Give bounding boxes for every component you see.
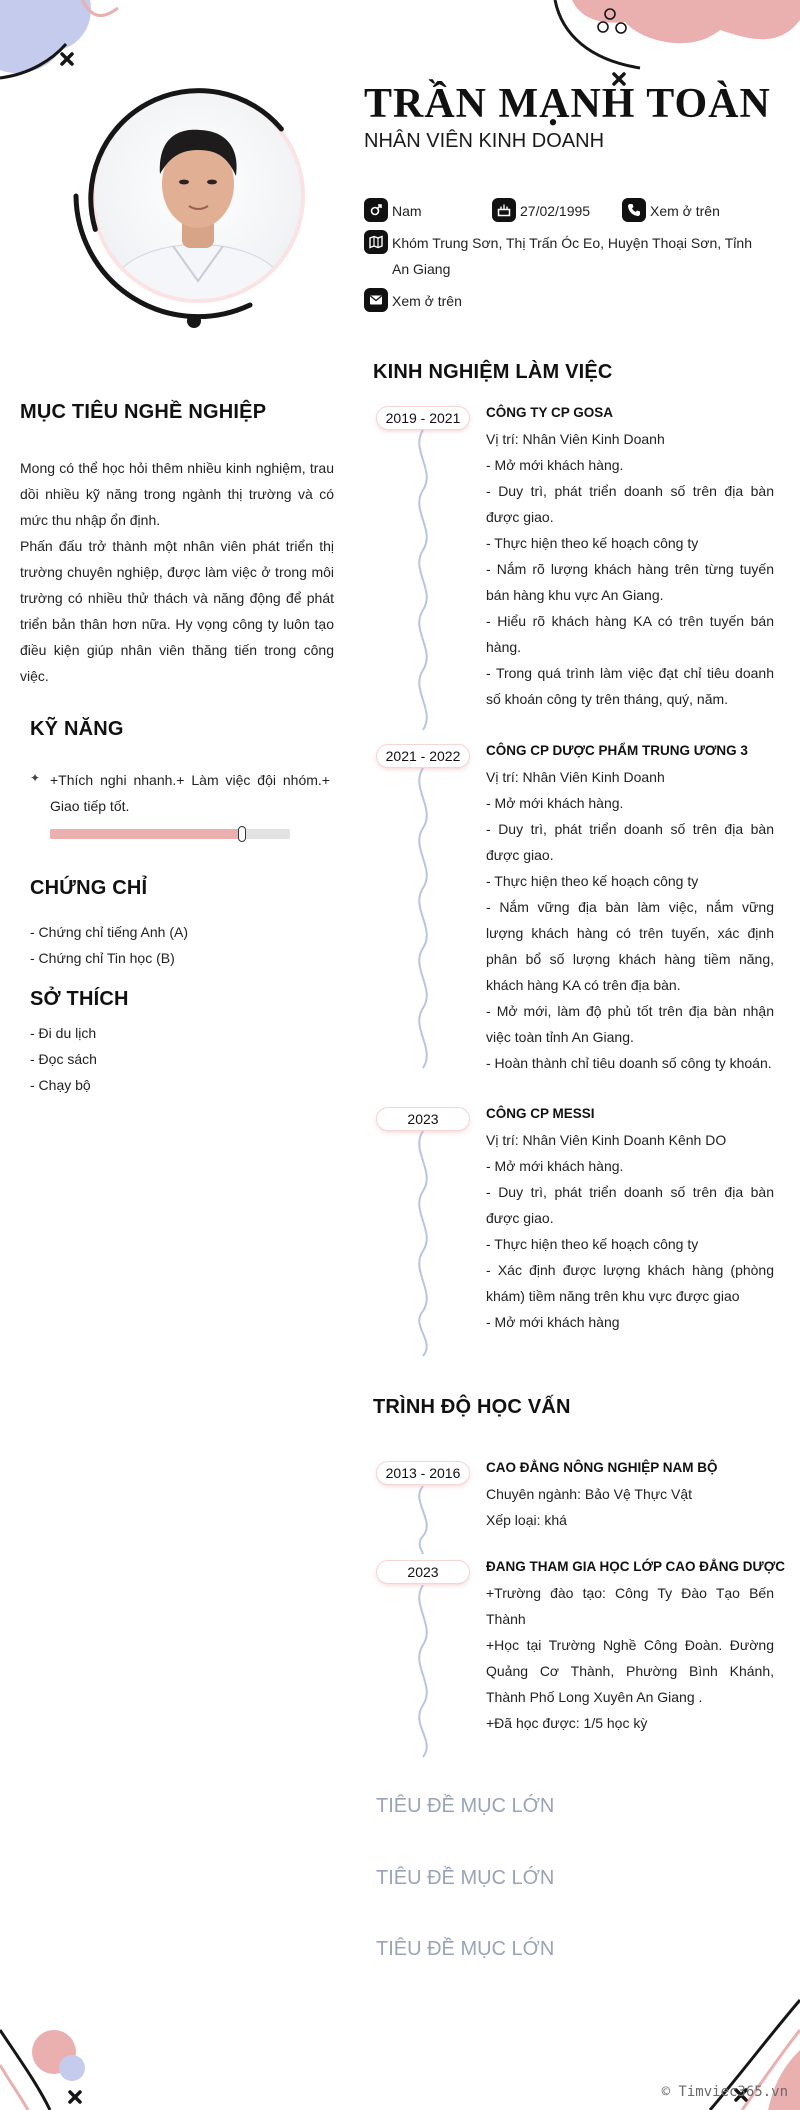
skill-bar-fill — [50, 829, 242, 839]
objective-paragraph-1: Mong có thể học hỏi thêm nhiều kinh nghiệm, trau dồi nhiều kỹ năng trong ngành thị trường và có mức thu nhập ổn định. — [20, 460, 334, 528]
entry-line: - Mở mới khách hàng. — [486, 457, 624, 473]
gender-icon — [364, 198, 388, 222]
skill-bar — [50, 829, 290, 839]
hobbies-list — [30, 1020, 330, 1098]
timeline-line-edu-1 — [408, 1486, 438, 1556]
phone-text: Xem ở trên — [650, 203, 720, 219]
birthday-text: 27/02/1995 — [520, 203, 591, 219]
experience-entry — [486, 738, 774, 1076]
cross-icon — [60, 52, 74, 66]
placeholder-section-title: TIÊU ĐỀ MỤC LỚN — [376, 1867, 555, 1889]
education-entry — [486, 1554, 785, 1736]
experience-entry — [486, 1101, 774, 1335]
timeline-badge: 2023 — [377, 1108, 469, 1130]
company-name: CÔNG TY CP GOSA — [486, 405, 614, 420]
contact-gender — [364, 198, 422, 224]
entry-line: - Mở mới, làm độ phủ tốt trên địa bàn nhận việc toàn tỉnh An Giang. — [486, 1003, 774, 1045]
list-item: - Đi du lịch — [30, 1025, 97, 1041]
certificates-title: CHỨNG CHỈ — [30, 877, 148, 899]
entry-line: - Hoàn thành chỉ tiêu doanh số công ty khoán. — [486, 1055, 772, 1071]
school-name: ĐANG THAM GIA HỌC LỚP CAO ĐẲNG DƯỢC — [486, 1559, 785, 1574]
entry-line: - Nắm vững địa bàn làm việc, nắm vững lượng khách hàng có trên tuyến, xác định phân bổ số lượng khách hàng tiềm năng, khách hàng KA có trên địa bàn. — [486, 899, 774, 993]
address-text: Khóm Trung Sơn, Thị Trấn Óc Eo, Huyện Thoại Sơn, Tỉnh An Giang — [392, 235, 752, 277]
list-item: - Chạy bộ — [30, 1077, 91, 1093]
cross-icon — [68, 2090, 82, 2104]
entry-line: - Hiểu rõ khách hàng KA có trên tuyến bán hàng. — [486, 613, 774, 655]
timeline-line-edu-2 — [408, 1585, 438, 1760]
education-entry — [486, 1455, 774, 1533]
contact-phone — [622, 198, 720, 224]
timeline-badge: 2023 — [377, 1561, 469, 1583]
gender-text: Nam — [392, 203, 422, 219]
bottom-left-blob — [0, 2010, 120, 2110]
entry-line: Chuyên ngành: Bảo Vệ Thực Vật — [486, 1486, 693, 1502]
entry-line: +Đã học được: 1/5 học kỳ — [486, 1715, 648, 1731]
contact-address — [364, 230, 764, 282]
objective-title: MỤC TIÊU NGHỀ NGHIỆP — [20, 401, 267, 423]
experience-title: KINH NGHIỆM LÀM VIỆC — [373, 361, 613, 383]
sparkle-icon: ✦ — [30, 771, 41, 785]
avatar — [68, 76, 318, 326]
skill-name: +Thích nghi nhanh.+ Làm việc đội nhóm.+ Giao tiếp tốt. — [50, 772, 330, 814]
experience-entry — [486, 400, 774, 712]
timeline-badge: 2021 - 2022 — [377, 745, 469, 767]
entry-line: - Duy trì, phát triển doanh số trên địa bàn được giao. — [486, 483, 774, 525]
hobbies-title: SỞ THÍCH — [30, 988, 129, 1010]
skills-title: KỸ NĂNG — [30, 718, 124, 740]
placeholder-section-title: TIÊU ĐỀ MỤC LỚN — [376, 1795, 555, 1817]
top-right-blob — [550, 0, 800, 80]
footer-brand: © Timviec365.vn — [661, 2084, 788, 2100]
phone-icon — [622, 198, 646, 222]
contact-email — [364, 288, 462, 314]
entry-line: - Mở mới khách hàng. — [486, 1158, 624, 1174]
education-title: TRÌNH ĐỘ HỌC VẤN — [373, 1396, 571, 1418]
entry-line: +Học tại Trường Nghề Công Đoàn. Đường Quảng Cơ Thành, Phường Bình Khánh, Thành Phố Long Xuyên An Giang . — [486, 1637, 774, 1705]
timeline-badge: 2019 - 2021 — [377, 407, 469, 429]
entry-line: Xếp loại: khá — [486, 1512, 567, 1528]
list-item: - Chứng chỉ tiếng Anh (A) — [30, 924, 189, 940]
certificates-list — [30, 919, 330, 971]
entry-line: - Duy trì, phát triển doanh số trên địa bàn được giao. — [486, 821, 774, 863]
skill-bar-handle — [238, 826, 246, 842]
timeline-badge: 2013 - 2016 — [377, 1462, 469, 1484]
entry-line: Vị trí: Nhân Viên Kinh Doanh — [486, 769, 665, 785]
entry-line: Vị trí: Nhân Viên Kinh Doanh Kênh DO — [486, 1132, 727, 1148]
entry-line: - Nắm rõ lượng khách hàng trên từng tuyến bán hàng khu vực An Giang. — [486, 561, 774, 603]
list-item: - Chứng chỉ Tin học (B) — [30, 950, 175, 966]
entry-line: - Duy trì, phát triển doanh số trên địa bàn được giao. — [486, 1184, 774, 1226]
timeline-line-exp-2 — [408, 768, 438, 1098]
entry-line: +Trường đào tạo: Công Ty Đào Tạo Bến Thành — [486, 1585, 774, 1627]
placeholder-section-title: TIÊU ĐỀ MỤC LỚN — [376, 1938, 555, 1960]
school-name: CAO ĐẲNG NÔNG NGHIỆP NAM BỘ — [486, 1460, 718, 1475]
job-title: NHÂN VIÊN KINH DOANH — [364, 130, 605, 152]
top-left-blob — [0, 0, 130, 80]
timeline-line-exp-3 — [408, 1131, 438, 1361]
entry-line: - Thực hiện theo kế hoạch công ty — [486, 1236, 699, 1252]
entry-line: - Xác định được lượng khách hàng (phòng khám) tiềm năng trên khu vực được giao — [486, 1262, 774, 1304]
entry-line: - Mở mới khách hàng. — [486, 795, 624, 811]
company-name: CÔNG CP MESSI — [486, 1106, 595, 1121]
entry-line: - Mở mới khách hàng — [486, 1314, 620, 1330]
entry-line: Vị trí: Nhân Viên Kinh Doanh — [486, 431, 665, 447]
company-name: CÔNG CP DƯỢC PHẨM TRUNG ƯƠNG 3 — [486, 743, 748, 758]
entry-line: - Trong quá trình làm việc đạt chỉ tiêu doanh số khoán công ty trên tháng, quý, năm. — [486, 665, 774, 707]
objective-paragraph-2: Phấn đấu trở thành một nhân viên phát triển thị trường chuyên nghiệp, được làm việc ở trong môi trường có nhiều thử thách và năng động để phát triển bản thân hơn nữa. Hy vọng công ty luôn tạo điều kiện giúp nhân viên thăng tiến trong công việc. — [20, 538, 334, 684]
list-item: - Đọc sách — [30, 1051, 97, 1067]
email-text: Xem ở trên — [392, 293, 462, 309]
skill-item — [30, 767, 330, 839]
entry-line: - Thực hiện theo kế hoạch công ty — [486, 873, 699, 889]
full-name: TRẦN MẠNH TOÀN — [364, 81, 771, 127]
timeline-line-exp-1 — [408, 430, 438, 750]
contact-birthday — [492, 198, 590, 224]
email-icon — [364, 288, 388, 312]
cake-icon — [492, 198, 516, 222]
map-icon — [364, 230, 388, 254]
entry-line: - Thực hiện theo kế hoạch công ty — [486, 535, 699, 551]
